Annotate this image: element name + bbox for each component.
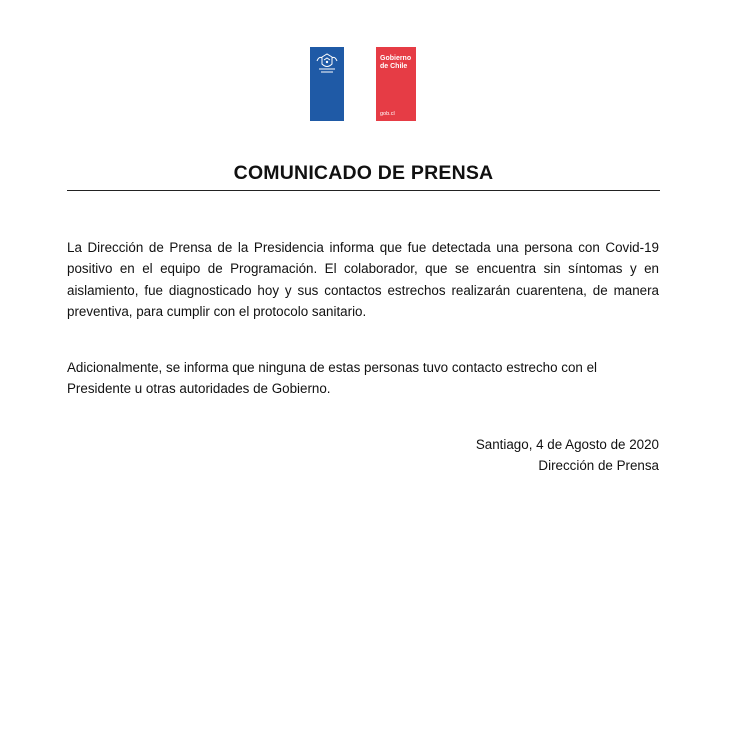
- logo-url: gob.cl: [380, 111, 395, 117]
- logo-wordmark: [380, 55, 414, 71]
- logo-red-bar: [376, 47, 416, 121]
- logo-blue-bar: [310, 47, 344, 121]
- body-paragraph-2: Adicionalmente, se informa que ninguna de estas personas tuvo contacto estrecho con el Presidente u otras autoridades de Gobierno.: [67, 360, 598, 397]
- logo-text-line2: de Chile: [380, 63, 408, 70]
- body-paragraph-1: La Dirección de Prensa de la Presidencia informa que fue detectada una persona con Covid-19 positivo en el equipo de Programación. El colaborador, que se encuentra sin síntomas y en aislamiento, fue diagnosticado hoy y sus contactos estrechos realizarán cuarentena, de manera preventiva, para cumplir con el protocolo sanitario.: [67, 240, 659, 319]
- place-date: Santiago, 4 de Agosto de 2020: [475, 437, 659, 452]
- title-divider: [67, 190, 660, 191]
- signature-block: [476, 435, 659, 476]
- issuing-office: Dirección de Prensa: [538, 457, 659, 473]
- coat-of-arms-icon: [313, 51, 341, 75]
- gobierno-de-chile-logo: [310, 47, 416, 121]
- page-title: COMUNICADO DE PRENSA: [233, 162, 494, 184]
- logo-text-line1: Gobierno: [380, 55, 412, 62]
